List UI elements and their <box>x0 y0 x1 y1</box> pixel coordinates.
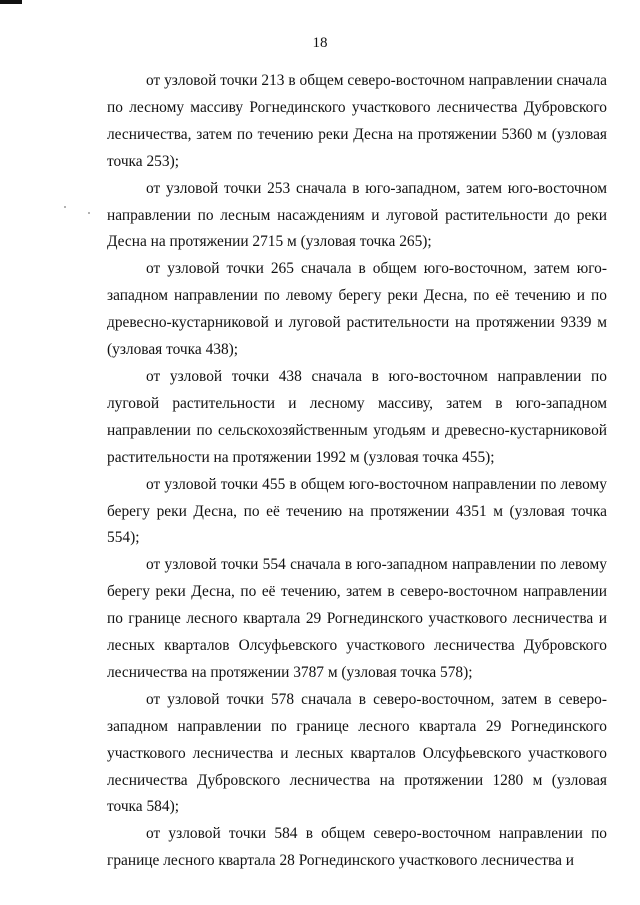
paragraph: от узловой точки 213 в общем северо-восточном направлении сначала по лесному массиву Рогнединского участкового лесничества Дубровского лесничества, затем по течению реки Десна на протяжении 5360 м (узловая точка 253); <box>107 72 607 170</box>
scan-corner-mark <box>0 0 22 4</box>
paragraph: от узловой точки 438 сначала в юго-восточном направлении по луговой растительности и лесному массиву, затем в юго-западном направлении по сельскохозяйственным угодьям и древесно-кустарниковой растительности на протяжении 1992 м (узловая точка 455); <box>107 367 607 466</box>
paragraph: от узловой точки 265 сначала в общем юго-восточном, затем юго-западном направлении по левому берегу реки Десна, по её течению и по древесно-кустарниковой и луговой растительности на протяжении 9339 м (узловая точка 438); <box>107 260 607 359</box>
document-body <box>107 68 607 875</box>
scan-speck <box>88 212 90 214</box>
paragraph: от узловой точки 253 сначала в юго-западном, затем юго-восточном направлении по лесным насаждениям и луговой растительности до реки Десна на протяжении 2715 м (узловая точка 265); <box>107 179 607 251</box>
paragraph: от узловой точки 578 сначала в северо-восточном, затем в северо-западном направлении по границе лесного квартала 29 Рогнединского участкового лесничества и лесных кварталов Олсуфьевского участкового лесничества Дубровского лесничества на протяжении 1280 м (узловая точка 584); <box>107 690 607 816</box>
paragraph: от узловой точки 584 в общем северо-восточном направлении по границе лесного квартала 28 Рогнединского участкового лесничества и <box>107 825 607 870</box>
paragraph: от узловой точки 455 в общем юго-восточном направлении по левому берегу реки Десна, по её течению на протяжении 4351 м (узловая точка 554); <box>107 475 607 547</box>
page-number: 18 <box>312 35 328 51</box>
scan-speck <box>64 206 66 208</box>
paragraph: от узловой точки 554 сначала в юго-западном направлении по левому берегу реки Десна, по её течению, затем в северо-восточном направлении по границе лесного квартала 29 Рогнединского участкового лесничества и лесных кварталов Олсуфьевского участкового лесничества Дубровского лесничества на протяжении 3787 м (узловая точка 578); <box>107 556 607 681</box>
